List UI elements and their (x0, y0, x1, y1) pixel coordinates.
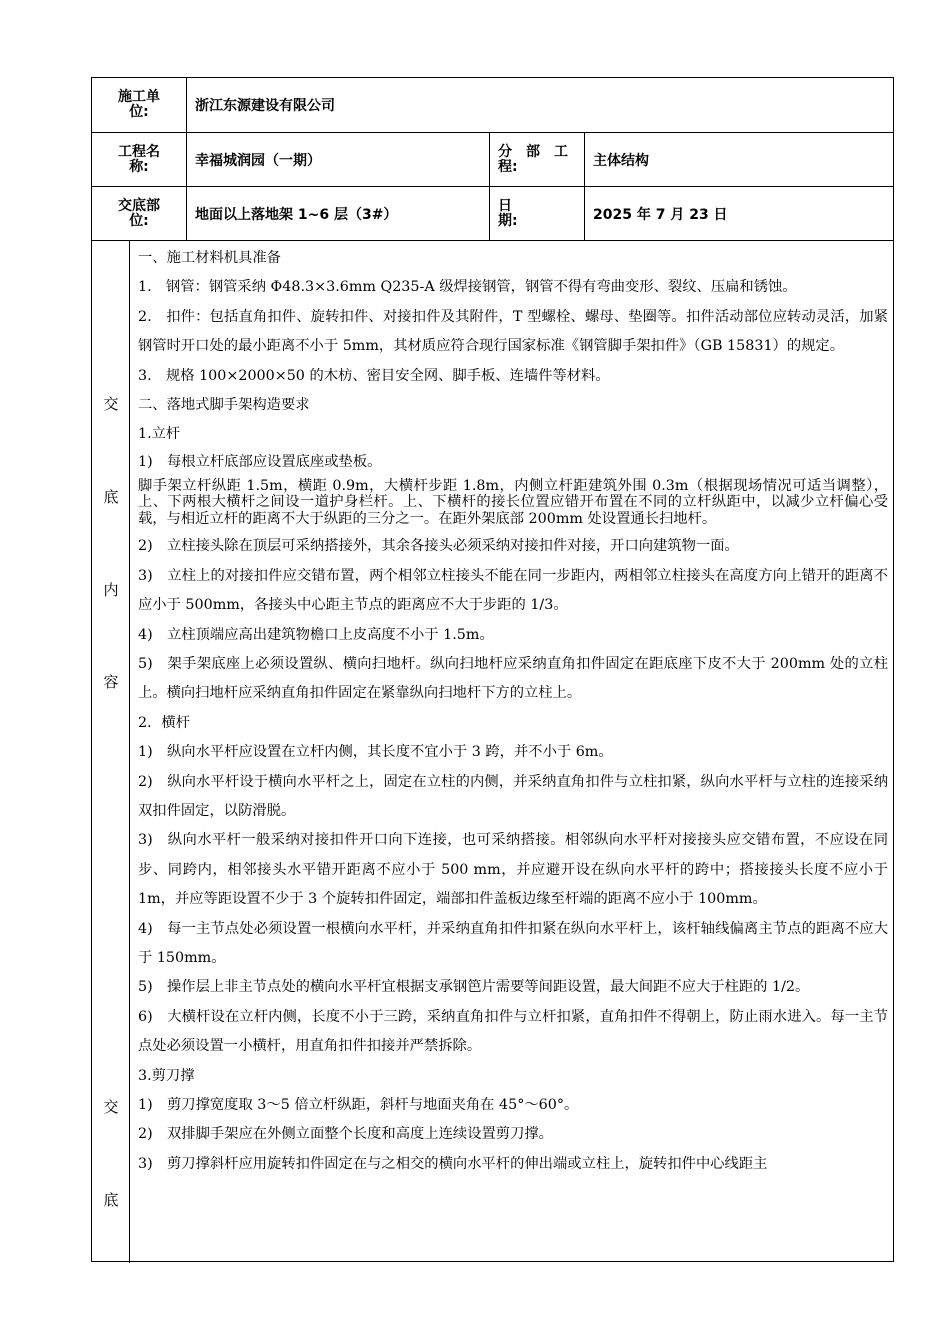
division-label (490, 133, 585, 186)
date-label-line-2: 期: (498, 213, 518, 229)
disclosure-part-label: 交底部位: (92, 187, 187, 240)
disclosure-table (91, 77, 894, 1262)
content-paragraph: 5) 架手架底座上必须设置纵、横向扫地杆。纵向扫地杆应采纳直角扣件固定在距底座下皮不大于 200mm 处的立柱上。横向扫地杆应采纳直角扣件固定在紧靠纵向扫地杆下方的立柱上。 (138, 655, 888, 702)
side-label-char: 底 (103, 1191, 119, 1209)
content-paragraph: 脚手架立杆纵距 1.5m，横距 0.9m，大横杆步距 1.8m，内侧立杆距建筑外围 0.3m（根据现场情况可适当调整），上、下两根大横杆之间设一道护身栏杆。上、下横杆的接长位置应错开布置在不同的立杆纵距中，以减少立杆偏心受载，与相近立杆的距离不大于纵距的三分之一。在距外架底部 200mm 处设置通长扫地杆。 (138, 477, 888, 527)
content-paragraph: 1) 纵向水平杆应设置在立杆内侧，其长度不宜小于 3 跨，并不小于 6m。 (138, 744, 613, 761)
division-label-line-1: 分 部 工 (498, 144, 568, 160)
content-paragraph: 3) 剪刀撑斜杆应用旋转扣件固定在与之相交的横向水平杆的伸出端或立柱上，旋转扣件中心线距主 (138, 1155, 768, 1172)
section-heading: 二、落地式脚手架构造要求 (138, 397, 310, 414)
side-label-char: 内 (103, 581, 119, 599)
side-label-char: 容 (103, 673, 119, 691)
project-name-value: 幸福城润园（一期） (187, 133, 490, 186)
division-label-line-2: 程: (498, 159, 518, 175)
content-paragraph: 2. 扣件：包括直角扣件、旋转扣件、对接扣件及其附件，T 型螺栓、螺母、垫圈等。扣件活动部位应转动灵活，加紧钢管时开口处的最小距离不小于 5mm，其材质应符合现行国家标准《钢管脚手架扣件》（GB 15831）的规定。 (138, 308, 888, 355)
content-paragraph: 4) 每一主节点处必须设置一根横向水平杆，并采纳直角扣件扣紧在纵向水平杆上，该杆轴线偏离主节点的距离不应大于 150mm。 (138, 920, 888, 967)
side-label-char: 交 (103, 1098, 119, 1116)
content-paragraph: 6) 大横杆设在立杆内侧，长度不小于三跨，采纳直角扣件与立杆扣紧，直角扣件不得朝上，防止雨水进入。每一主节点处必须设置一小横杆，用直角扣件扣接并严禁拆除。 (138, 1008, 888, 1055)
content-paragraph: 3. 规格 100×2000×50 的木枋、密目安全网、脚手板、连墙件等材料。 (138, 367, 610, 384)
header-row-part (92, 187, 893, 241)
content-paragraph: 4) 立柱顶端应高出建筑物檐口上皮高度不小于 1.5m。 (138, 626, 494, 643)
content-paragraph: 1) 剪刀撑宽度取 3～5 倍立杆纵距，斜杆与地面夹角在 45°～60°。 (138, 1097, 579, 1114)
subsection-heading: 3.剪刀撑 (138, 1067, 195, 1084)
content-paragraph: 3) 纵向水平杆一般采纳对接扣件开口向下连接，也可采纳搭接。相邻纵向水平杆对接接头应交错布置，不应设在同步、同跨内，相邻接头水平错开距离不应小于 500 mm，并应避开设在纵向水平杆的跨中；搭接接头长度不应小于 1m，并应等距设置不少于 3 个旋转扣件固定，端部扣件盖板边缘至杆端的距离不应小于 100mm。 (138, 832, 888, 908)
subsection-heading: 1.立杆 (138, 426, 181, 443)
disclosure-content (138, 244, 888, 1179)
section-heading: 一、施工材料机具准备 (138, 250, 281, 266)
content-paragraph: 1) 每根立杆底部应设置底座或垫板。 (138, 453, 382, 470)
subsection-heading: 2．横杆 (138, 714, 190, 731)
content-paragraph: 2) 纵向水平杆设于横向水平杆之上，固定在立柱的内侧，并采纳直角扣件与立柱扣紧，纵向水平杆与立柱的连接采纳双扣件固定，以防滑脱。 (138, 773, 888, 819)
content-paragraph: 5) 操作层上非主节点处的横向水平杆宜根据支承钢笆片需要等间距设置，最大间距不应大于柱距的 1/2。 (138, 979, 810, 996)
date-label-line-1: 日 (498, 198, 512, 214)
content-paragraph: 2) 双排脚手架应在外侧立面整个长度和高度上连续设置剪刀撑。 (138, 1126, 553, 1143)
content-paragraph: 2) 立柱接头除在顶层可采纳搭接外，其余各接头必须采纳对接扣件对接，开口向建筑物一面。 (138, 538, 739, 555)
construction-unit-value: 浙江东源建设有限公司 (195, 98, 335, 114)
disclosure-part-value: 地面以上落地架 1~6 层（3#） (187, 187, 490, 240)
side-label-char: 底 (103, 488, 119, 506)
side-label-column (92, 241, 130, 1263)
header-row-project (92, 133, 893, 187)
project-name-label: 工程名称: (92, 133, 187, 186)
content-paragraph: 3) 立柱上的对接扣件应交错布置，两个相邻立柱接头不能在同一步距内，两相邻立柱接头在高度方向上错开的距离不应小于 500mm，各接头中心距主节点的距离应不大于步距的 1/3。 (138, 567, 888, 614)
date-label (490, 187, 585, 240)
header-row-unit (92, 78, 893, 133)
division-value: 主体结构 (593, 152, 649, 169)
content-paragraph: 1. 钢管：钢管采纳 Φ48.3×3.6mm Q235-A 级焊接钢管，钢管不得有弯曲变形、裂纹、压扁和锈蚀。 (138, 279, 797, 296)
date-value: 2025 年 7 月 23 日 (593, 206, 728, 223)
side-label-char: 交 (103, 395, 119, 413)
construction-unit-label: 施工单位: (92, 78, 187, 132)
